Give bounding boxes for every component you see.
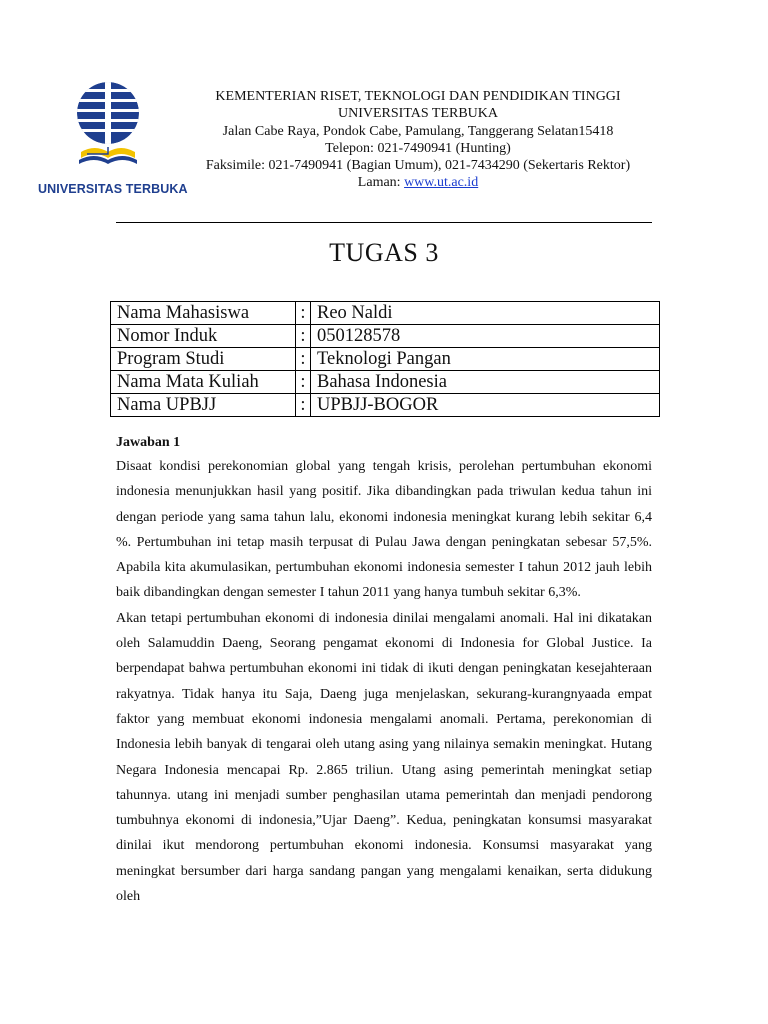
university-logo xyxy=(38,80,188,200)
row-label: Nama UPBJJ xyxy=(111,394,296,417)
answer-body xyxy=(116,432,652,909)
table-row xyxy=(111,371,660,394)
row-value: 050128578 xyxy=(311,325,660,348)
address: Jalan Cabe Raya, Pondok Cabe, Pamulang, Tanggerang Selatan15418 xyxy=(222,123,614,139)
table-row xyxy=(111,394,660,417)
header-divider xyxy=(116,222,652,223)
website-line xyxy=(186,174,650,191)
row-separator: : xyxy=(296,302,311,325)
telephone: Telepon: 021-7490941 (Hunting) xyxy=(325,140,511,156)
university-name: UNIVERSITAS TERBUKA xyxy=(337,106,498,122)
row-separator: : xyxy=(296,371,311,394)
row-value: UPBJJ-BOGOR xyxy=(311,394,660,417)
row-separator: : xyxy=(296,394,311,417)
answer-heading: Jawaban 1 xyxy=(116,435,181,450)
table-row xyxy=(111,302,660,325)
row-label: Nomor Induk xyxy=(111,325,296,348)
fax: Faksimile: 021-7490941 (Bagian Umum), 021-7434290 (Sekertaris Rektor) xyxy=(205,158,631,174)
row-separator: : xyxy=(296,348,311,371)
ministry-name: KEMENTERIAN RISET, TEKNOLOGI DAN PENDIDIKAN TINGGI xyxy=(215,89,621,104)
row-label: Nama Mahasiswa xyxy=(111,302,296,325)
row-label: Program Studi xyxy=(111,348,296,371)
website-label: Laman: xyxy=(357,175,405,191)
student-info-table xyxy=(110,301,660,417)
table-row xyxy=(111,325,660,348)
row-value: Teknologi Pangan xyxy=(311,348,660,371)
ut-emblem-icon xyxy=(75,80,141,180)
row-value: Bahasa Indonesia xyxy=(311,371,660,394)
website-link[interactable]: www.ut.ac.id xyxy=(404,175,479,191)
row-value: Reo Naldi xyxy=(311,302,660,325)
paragraph-2: Akan tetapi pertumbuhan ekonomi di indonesia dinilai mengalami anomali. Hal ini dikatakan oleh Salamuddin Daeng, Seorang pengamat ekonomi di Indonesia for Global Justice. Ia berpendapat bahwa pertumbuhan ekonomi ini tidak di ikuti dengan peningkatan kesejahteraan rakyatnya. Tidak hanya itu Saja, Daeng juga menjelaskan, sekurang-kurangnyaada empat faktor yang membuat ekonomi indonesia mengalami anomali. Pertama, perekonomian di Indonesia lebih banyak di tengarai oleh utang asing yang nilainya semakin meningkat. Hutang Negara Indonesia mencapai Rp. 2.865 triliun. Utang asing pemerintah meningkat setiap tahunnya. utang ini menjadi sumber penghasilan utama pemerintah dan menjadi pendorong tumbuhnya ekonomi di indonesia,”Ujar Daeng”. Kedua, peningkatan konsumsi masyarakat dinilai ikut mendorong pertumbuhan ekonomi indonesia. Konsumsi masyarakat yang meningkat bersumber dari harga sandang pangan yang mengalami kenaikan, serta didukung oleh xyxy=(116,610,652,905)
logo-text: UNIVERSITAS TERBUKA xyxy=(38,182,188,196)
paragraph-1: Disaat kondisi perekonomian global yang tengah krisis, perolehan pertumbuhan ekonomi indonesia menunjukkan hasil yang positif. Jika dibandingkan pada triwulan kedua tahun ini dengan periode yang sama tahun lalu, ekonomi indonesia meningkat kurang lebih sekitar 6,4 %. Pertumbuhan ini tetap masih terpusat di Pulau Jawa dengan peningkatan sebesar 57,5%. Apabila kita akumulasikan, pertumbuhan ekonomi indonesia semester I tahun 2012 jauh lebih baik dibandingkan dengan semester I tahun 2011 yang hanya tumbuh sekitar 6,3%. xyxy=(116,459,652,601)
row-separator: : xyxy=(296,325,311,348)
table-row xyxy=(111,348,660,371)
row-label: Nama Mata Kuliah xyxy=(111,371,296,394)
letterhead xyxy=(186,88,650,192)
assignment-title: TUGAS 3 xyxy=(329,238,439,267)
